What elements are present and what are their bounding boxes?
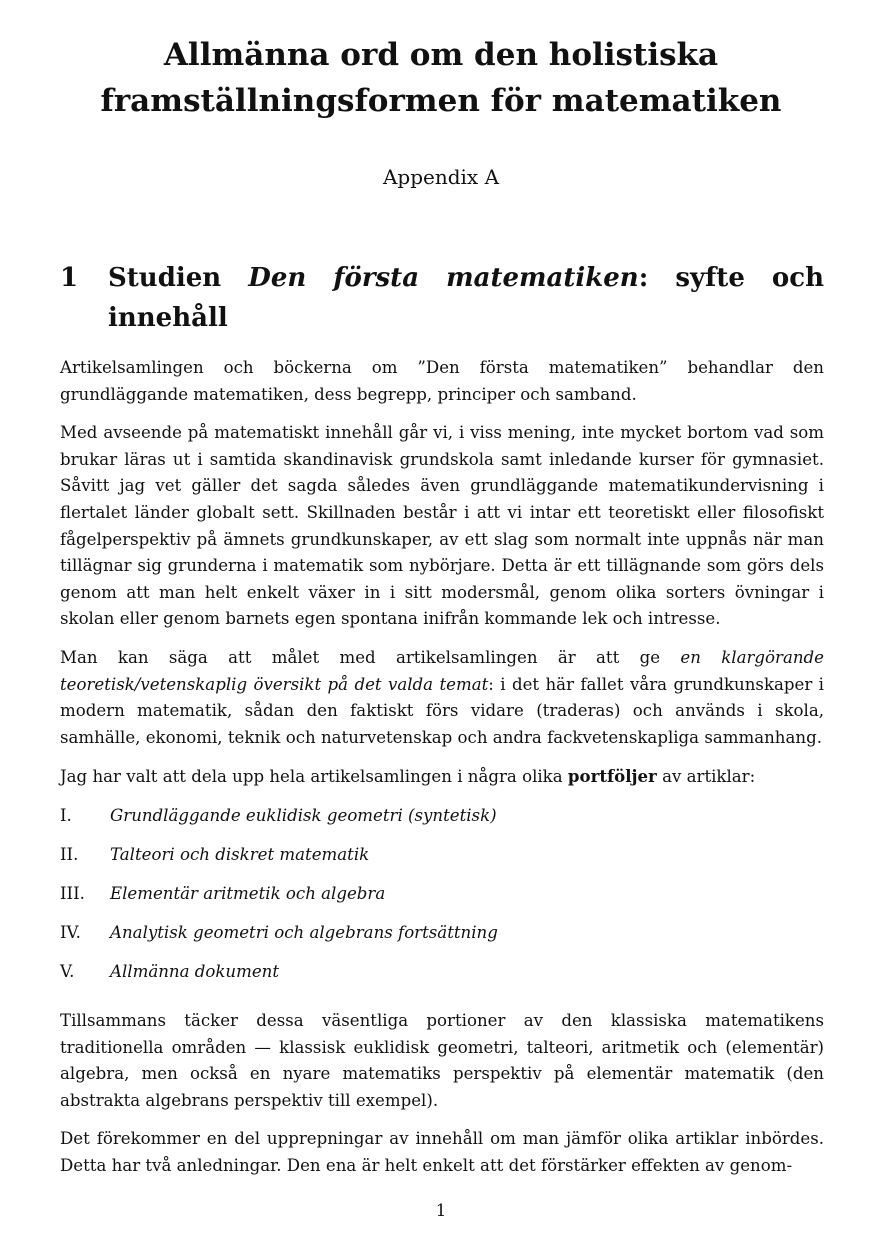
list-item (60, 803, 824, 842)
paragraph-4-post: av artiklar: (656, 767, 756, 787)
section-title-pre: Studien (108, 263, 222, 293)
list-item-numeral: III. (60, 883, 85, 903)
paragraph-1: Artikelsamlingen och böckerna om ”Den första matematiken” behandlar den grundläggande matematiken, dess begrepp, principer och samband. (60, 358, 824, 404)
document-title (60, 32, 822, 124)
list-item-label: Grundläggande euklidisk geometri (syntetisk) (110, 805, 497, 825)
section-title-italic: Den första matematiken (248, 263, 639, 293)
paragraph-3-italic: en klargörande teoretisk/vetenskaplig översikt på det valda temat (60, 647, 824, 694)
list-item (60, 920, 824, 959)
paragraph-6: Det förekommer en del upprepningar av innehåll om man jämför olika artiklar inbördes. Detta har två anledningar. Den ena är helt enkelt att det förstärker effekten av genom- (60, 1129, 824, 1175)
portfolio-list (60, 803, 824, 998)
list-item-label: Analytisk geometri och algebrans fortsättning (110, 922, 498, 942)
body-text (60, 355, 824, 1191)
page-number: 1 (435, 1201, 447, 1220)
list-item-label: Elementär aritmetik och algebra (110, 883, 386, 903)
list-item-label: Allmänna dokument (110, 961, 280, 981)
paragraph-2: Med avseende på matematiskt innehåll går vi, i viss mening, inte mycket bortom vad som brukar läras ut i samtida skandinavisk grundskola samt inledande kurser för gymnasiet. Såvitt jag vet gäller det sagda således även grundläggande matematikundervisning i flertalet länder globalt sett. Skillnaden består i att vi intar ett teoretiskt eller filosofiskt fågelperspektiv på ämnets grundkunskaper, av ett slag som normalt inte uppnås när man tillägnar sig grunderna i matematik som nybörjare. Detta är ett tillägnande som görs dels genom att man helt enkelt växer in i sitt modersmål, genom olika sorters övningar i skolan eller genom barnets egen spontana inifrån kommande lek och intresse. (60, 423, 824, 629)
paragraph-3 (60, 645, 824, 751)
list-item (60, 842, 824, 881)
title-line-2: framställningsformen för matematiken (100, 83, 782, 119)
section-title (108, 258, 824, 338)
paragraph-4 (60, 763, 824, 791)
list-item-numeral: IV. (60, 922, 81, 942)
paragraph-3-post: : i det här fallet våra grundkunskaper i modern matematik, sådan den faktiskt förs vidare (traderas) och används i skola, samhälle, ekonomi, teknik och naturvetenskap och andra fackvetenskapliga sammanhang. (60, 674, 824, 747)
list-item-numeral: I. (60, 805, 72, 825)
section-title-post: : syfte och innehåll (108, 263, 824, 333)
paragraph-3-pre: Man kan säga att målet med artikelsamlingen är att ge (60, 647, 681, 667)
paragraph-5: Tillsammans täcker dessa väsentliga portioner av den klassiska matematikens traditionella områden — klassisk euklidisk geometri, talteori, aritmetik och (elementär) algebra, men också en nyare matematiks perspektiv på elementär matematik (den abstrakta algebrans perspektiv till exempel). (60, 1010, 824, 1110)
list-item-numeral: II. (60, 844, 79, 864)
list-item (60, 959, 824, 998)
paragraph-4-pre: Jag har valt att dela upp hela artikelsamlingen i några olika (60, 767, 568, 787)
appendix-label: Appendix A (382, 165, 500, 189)
list-item (60, 881, 824, 920)
paragraph-4-bold: portföljer (567, 766, 657, 787)
list-item-numeral: V. (60, 961, 75, 981)
section-number: 1 (60, 263, 79, 293)
title-line-1: Allmänna ord om den holistiska (163, 37, 719, 73)
list-item-label: Talteori och diskret matematik (110, 844, 370, 864)
